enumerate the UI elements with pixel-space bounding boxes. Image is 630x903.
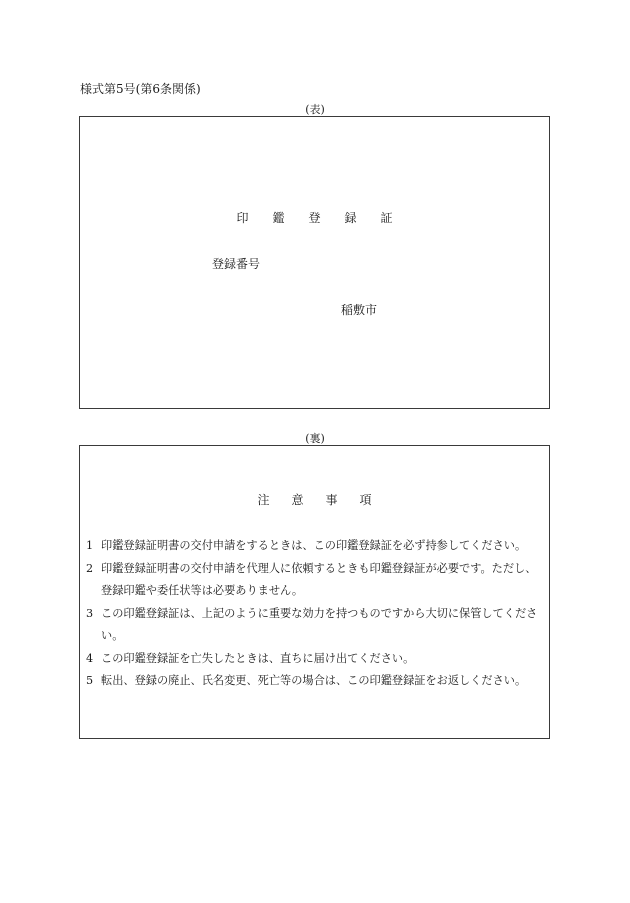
back-side-label: (裏) <box>305 432 325 445</box>
note-item <box>86 670 546 693</box>
note-text: 印鑑登録証明書の交付申請をするときは、この印鑑登録証を必ず持参してください。 <box>101 539 527 552</box>
certificate-title-char: 登 <box>308 211 321 225</box>
note-number: 5 <box>86 674 94 687</box>
notes-title-char: 意 <box>291 493 304 507</box>
certificate-title-char: 証 <box>380 211 393 225</box>
notes-list <box>86 535 546 693</box>
note-item <box>86 603 546 648</box>
notes-title <box>80 491 549 508</box>
note-item <box>86 558 546 603</box>
note-text: この印鑑登録証は、上記のように重要な効力を持つものですから大切に保管してください。 <box>101 606 538 642</box>
note-item <box>86 535 546 558</box>
certificate-front <box>79 116 550 409</box>
note-number: 2 <box>86 561 94 575</box>
note-text: この印鑑登録証を亡失したときは、直ちに届け出てください。 <box>101 651 415 665</box>
note-text: 転出、登録の廃止、氏名変更、死亡等の場合は、この印鑑登録証をお返しください。 <box>101 674 527 687</box>
registration-number-label: 登録番号 <box>212 257 261 271</box>
certificate-back <box>79 445 550 739</box>
front-side-label: (表) <box>305 103 325 116</box>
note-number: 4 <box>86 651 94 665</box>
note-text: 印鑑登録証明書の交付申請を代理人に依頼するときも印鑑登録証が必要です。ただし、登録印鑑や委任状等は必要ありません。 <box>101 561 537 597</box>
form-number-label: 様式第5号(第6条関係) <box>80 82 201 96</box>
notes-title-char: 事 <box>325 493 338 507</box>
note-number: 1 <box>86 539 94 552</box>
certificate-title-char: 印 <box>236 211 249 225</box>
certificate-title-char: 鑑 <box>272 211 285 225</box>
notes-title-char: 注 <box>257 493 270 507</box>
certificate-title <box>80 209 549 226</box>
notes-title-char: 項 <box>359 493 372 507</box>
issuer-name: 稲敷市 <box>341 303 378 317</box>
note-item <box>86 648 546 671</box>
certificate-title-char: 録 <box>344 211 357 225</box>
note-number: 3 <box>86 606 94 620</box>
